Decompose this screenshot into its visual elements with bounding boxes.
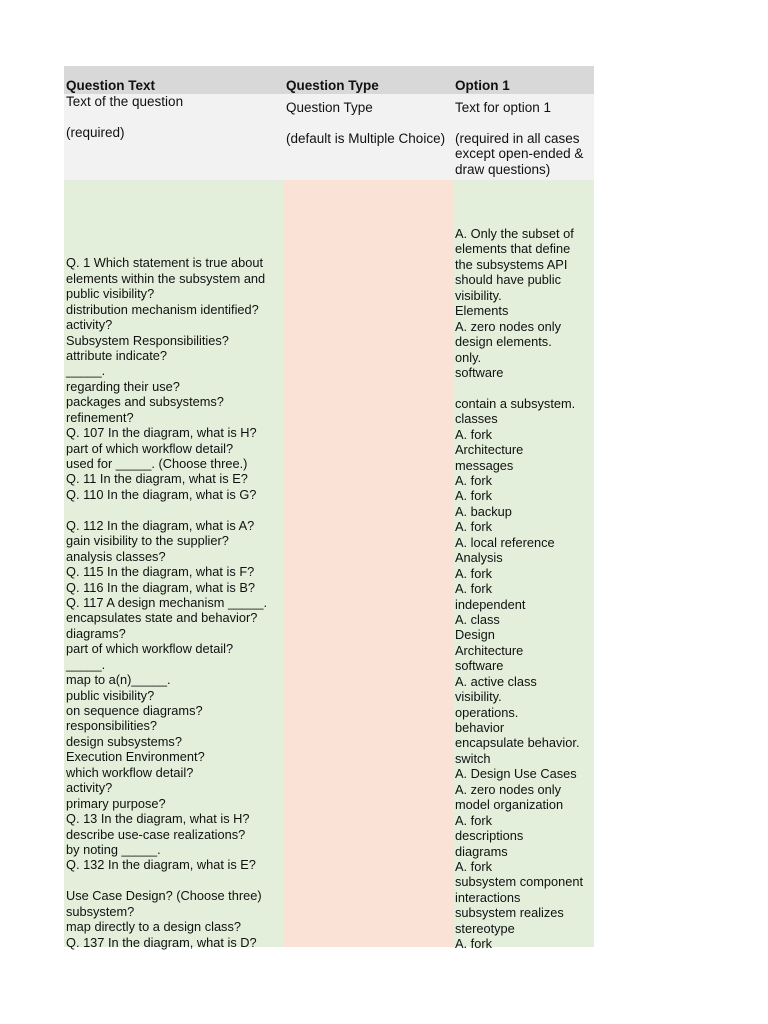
option-line: switch (455, 750, 491, 766)
question-line: Use Case Design? (Choose three) (66, 888, 262, 904)
question-line: which workflow detail? (66, 764, 194, 780)
option-line: A. fork (455, 936, 492, 952)
option-line: the subsystems API (455, 256, 568, 272)
question-line: _____. (66, 363, 106, 379)
question-line: public visibility? (66, 286, 155, 302)
option-line (455, 380, 594, 395)
desc-line (455, 115, 594, 130)
desc-line: Question Type (286, 100, 373, 115)
question-line: attribute indicate? (66, 347, 168, 363)
question-line: map directly to a design class? (66, 919, 241, 935)
option-line: elements that define (455, 241, 571, 257)
option-line: Architecture (455, 642, 524, 658)
question-line: _____. (66, 656, 106, 672)
option-line: A. zero nodes only (455, 318, 561, 334)
option-line: software (455, 658, 504, 674)
option-line: subsystem component (455, 874, 584, 890)
question-text-column[interactable] (64, 180, 284, 950)
option-line: software (455, 364, 504, 380)
option-line: descriptions (455, 828, 524, 844)
option-line: A. fork (455, 426, 492, 442)
desc-line (66, 109, 284, 124)
question-line: Q. 116 In the diagram, what is B? (66, 579, 255, 595)
question-line: Subsystem Responsibilities? (66, 332, 229, 348)
description-row (64, 94, 594, 180)
question-line: part of which workflow detail? (66, 641, 234, 657)
desc-line: (default is Multiple Choice) (286, 130, 446, 146)
question-line: Q. 107 In the diagram, what is H? (66, 425, 257, 441)
option-line: A. backup (455, 503, 512, 519)
question-line: used for _____. (Choose three.) (66, 456, 248, 471)
option-line: Elements (455, 303, 509, 319)
option-line: behavior (455, 720, 505, 735)
option-line: A. fork (455, 565, 492, 581)
option-line: A. fork (455, 488, 492, 504)
body-row (64, 180, 594, 952)
question-line (66, 502, 284, 517)
question-line: responsibilities? (66, 718, 158, 734)
question-line: Q. 110 In the diagram, what is G? (66, 486, 257, 502)
option-line: A. class (455, 611, 500, 627)
option-line: A. Design Use Cases (455, 766, 577, 782)
question-line: Q. 117 A design mechanism _____. (66, 594, 268, 610)
header-option-1[interactable]: Option 1 (455, 78, 510, 93)
option-line: messages (455, 457, 514, 473)
question-line (66, 224, 284, 239)
question-type-column[interactable] (284, 180, 453, 947)
question-line: activity? (66, 317, 113, 333)
option-line: A. fork (455, 519, 492, 535)
option-line: A. fork (455, 581, 492, 597)
question-line: encapsulates state and behavior? (66, 610, 258, 626)
question-line: activity? (66, 780, 113, 796)
header-question-type[interactable]: Question Type (286, 78, 379, 93)
question-line: regarding their use? (66, 378, 180, 394)
question-line: Q. 11 In the diagram, what is E? (66, 471, 248, 487)
desc-line: draw questions) (455, 161, 551, 177)
option-line: A. active class (455, 673, 537, 689)
question-line: Q. 132 In the diagram, what is E? (66, 857, 256, 873)
question-line: on sequence diagrams? (66, 703, 203, 718)
question-line: analysis classes? (66, 548, 166, 564)
question-line (66, 209, 284, 224)
option-line: design elements. (455, 334, 552, 350)
question-line: Execution Environment? (66, 749, 205, 765)
desc-question-type[interactable] (284, 94, 453, 180)
desc-line: except open-ended & (455, 146, 584, 162)
option-line: model organization (455, 797, 564, 813)
question-line: by noting _____. (66, 841, 161, 857)
header-row (64, 66, 594, 94)
option-line: only. (455, 349, 482, 365)
desc-option-1[interactable] (453, 94, 594, 180)
desc-line: Text for option 1 (455, 100, 552, 115)
option-line: classes (455, 411, 498, 427)
header-question-text[interactable]: Question Text (66, 78, 156, 93)
desc-question-text[interactable] (64, 94, 284, 180)
question-line: describe use-case realizations? (66, 826, 246, 842)
option-line: A. fork (455, 473, 492, 488)
option-1-column[interactable] (453, 180, 594, 952)
question-line: refinement? (66, 409, 134, 425)
spreadsheet (64, 66, 594, 952)
question-line: subsystem? (66, 903, 135, 919)
question-line: design subsystems? (66, 733, 182, 749)
question-line: map to a(n)_____. (66, 672, 171, 688)
question-line: diagrams? (66, 625, 126, 641)
option-line: contain a subsystem. (455, 395, 576, 411)
option-line: stereotype (455, 920, 515, 936)
option-line: A. fork (455, 812, 492, 828)
option-line: Design (455, 627, 495, 643)
option-line: A. zero nodes only (455, 781, 561, 797)
option-line: independent (455, 596, 526, 612)
question-line: public visibility? (66, 687, 155, 703)
option-line: operations. (455, 704, 519, 720)
desc-line (286, 115, 453, 130)
question-line (66, 240, 284, 255)
option-line: interactions (455, 889, 521, 905)
question-line: distribution mechanism identified? (66, 301, 259, 317)
desc-line: Text of the question (66, 94, 184, 109)
question-line: part of which workflow detail? (66, 440, 234, 456)
desc-line: (required) (66, 124, 125, 140)
option-line: visibility. (455, 287, 502, 303)
option-line: A. Only the subset of (455, 226, 574, 241)
option-line: A. fork (455, 858, 492, 874)
option-line: A. local reference (455, 534, 555, 550)
option-line: diagrams (455, 843, 508, 859)
question-line: Q. 115 In the diagram, what is F? (66, 564, 255, 580)
question-line: packages and subsystems? (66, 394, 224, 410)
question-line: Q. 112 In the diagram, what is A? (66, 517, 255, 533)
question-line: primary purpose? (66, 795, 166, 811)
option-line: subsystem realizes (455, 905, 564, 921)
desc-line: (required in all cases (455, 130, 580, 146)
question-line (66, 873, 284, 888)
option-line: should have public (455, 272, 562, 288)
option-line: visibility. (455, 689, 502, 705)
question-line: Q. 13 In the diagram, what is H? (66, 811, 250, 827)
option-line: Analysis (455, 550, 503, 566)
option-line: encapsulate behavior. (455, 735, 580, 751)
question-line: gain visibility to the supplier? (66, 533, 229, 549)
question-line: elements within the subsystem and (66, 270, 266, 286)
question-line: Q. 1 Which statement is true about (66, 255, 264, 271)
option-line: Architecture (455, 442, 524, 458)
question-line: Q. 137 In the diagram, what is D? (66, 934, 257, 950)
